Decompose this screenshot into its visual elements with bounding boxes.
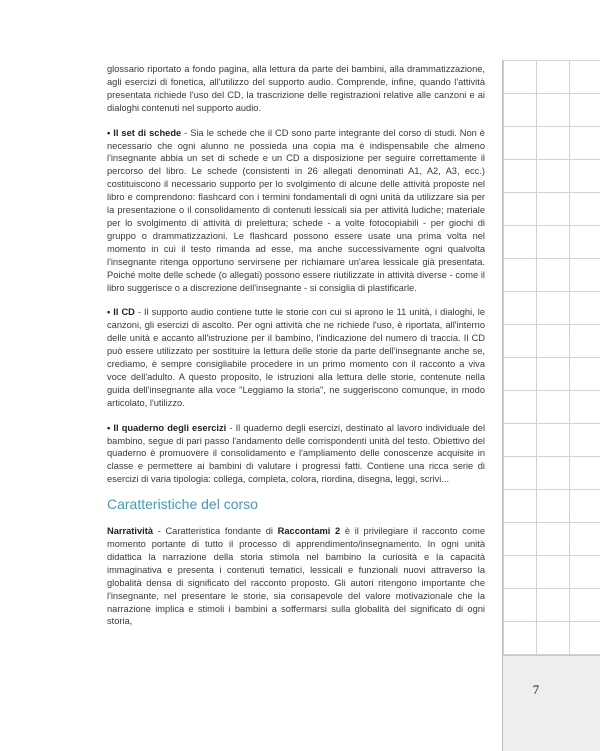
narrativita-paragraph (107, 525, 485, 628)
item-bullet: • (107, 127, 111, 138)
item-text: - Sia le schede che il CD sono parte integrante del corso di studi. Non è necessario che ogni alunno ne possieda una copia ma è indispensabile che almeno l'insegnante abbia un set di schede e un CD a disposizione per seguire correttamente il percorso del libro. Le schede (consistenti in 26 allegati denominati A1, A2, A3, ecc.) costituiscono il necessario supporto per lo svolgimento di alcune delle attività proposte nel libro e comprendono: flashcard con i termini fondamentali di ogni unità da utilizzare sia per la presentazione o il consolidamento di contenuti lessicali sia per attività ludiche; materiale per lo svolgimento di attività di prelettura; schede - a volte fotocopiabili - per giochi di gruppo o drammatizzazioni. Le flashcard possono essere usate una prima volta nel momento in cui il testo rimanda ad esse, ma anche successivamente ogni qualvolta l'insegnante ritenga opportuno servirsene per richiamare un'area lessicale già presentata. Poiché molte delle schede (o allegati) possono essere riutilizzate in attività diverse - come il libro suggerisce o a discrezione dell'insegnante - si consiglia di plastificarle. (107, 127, 485, 293)
body-text (107, 63, 485, 640)
item-text: - Il quaderno degli esercizi, destinato al lavoro individuale del bambino, segue di pari passo l'andamento delle corrispondenti unità del testo. Obiettivo del quaderno è promuovere il consolidamento e l'ampliamento delle conoscenze acquisite in classe e permettere ai bambini di valutare i progressi fatti. Contiene una ricca serie di esercizi di varia tipologia: collega, completa, colora, riordina, disegna, leggi, scrivi... (107, 422, 486, 485)
item-quaderno (107, 422, 485, 487)
item-title: Il quaderno degli esercizi (113, 422, 227, 433)
margin-grid-panel (502, 60, 600, 750)
narrativita-text-a: - Caratteristica fondante di (153, 526, 278, 537)
book-title: Raccontami 2 (277, 526, 341, 537)
page-number: 7 (532, 682, 540, 697)
page-number-box (502, 655, 600, 751)
narrativita-text-b: è il privilegiare il racconto come momento portante di tutto il processo di apprendimento/insegnamento. In ogni unità didattica la narrazione della storia stimola nel bambino la curiosità e la capacità immaginativa e presenta i contenuti tematici, lessicali e funzionali nuovi attraverso la globalità densa di significato del racconto proposto. Gli autori ritengono importante che l'insegnante, nel presentare le storie, sia consapevole del valore motivazionale che la narrazione implica e stimoli i bambini a soffermarsi sulla globalità del significato di ogni storia, (107, 526, 486, 627)
section-title: Caratteristiche del corso (107, 496, 258, 513)
item-bullet: • (107, 307, 111, 318)
item-title: Il CD (113, 307, 135, 318)
item-title: Il set di schede (113, 127, 182, 138)
item-text: - Il supporto audio contiene tutte le storie con cui si aprono le 11 unità, i dialoghi, le canzoni, gli esercizi di ascolto. Per ogni attività che ne richiede l'uso, è riportata, all'interno delle unità e accanto all'istruzione per il bambino, l'indicazione del numero di traccia. Il CD può essere utilizzato per sostituire la lettura delle storie da parte dell'insegnante anche se, crediamo, è sempre consigliabile procedere in un primo momento con il racconto a viva voce dell'adulto. A questo proposito, le istruzioni alla lettura delle storie, contenute nella guida dell'insegnante alla voce "Leggiamo la storia", ne suggeriscono comunque, in modo articolato, l'utilizzo. (107, 307, 485, 408)
narrativita-title: Narratività (107, 526, 153, 537)
item-set-di-schede (107, 127, 485, 295)
intro-paragraph: glossario riportato a fondo pagina, alla lettura da parte dei bambini, alla drammatizzazione, agli esercizi di fonetica, all'utilizzo del supporto audio. Comprende, infine, quando l'attività presentata richiede l'uso del CD, la trascrizione delle registrazioni relative alle canzoni e ai dialoghi contenuti nel supporto audio. (107, 64, 485, 113)
item-cd (107, 306, 485, 409)
item-bullet: • (107, 422, 111, 433)
